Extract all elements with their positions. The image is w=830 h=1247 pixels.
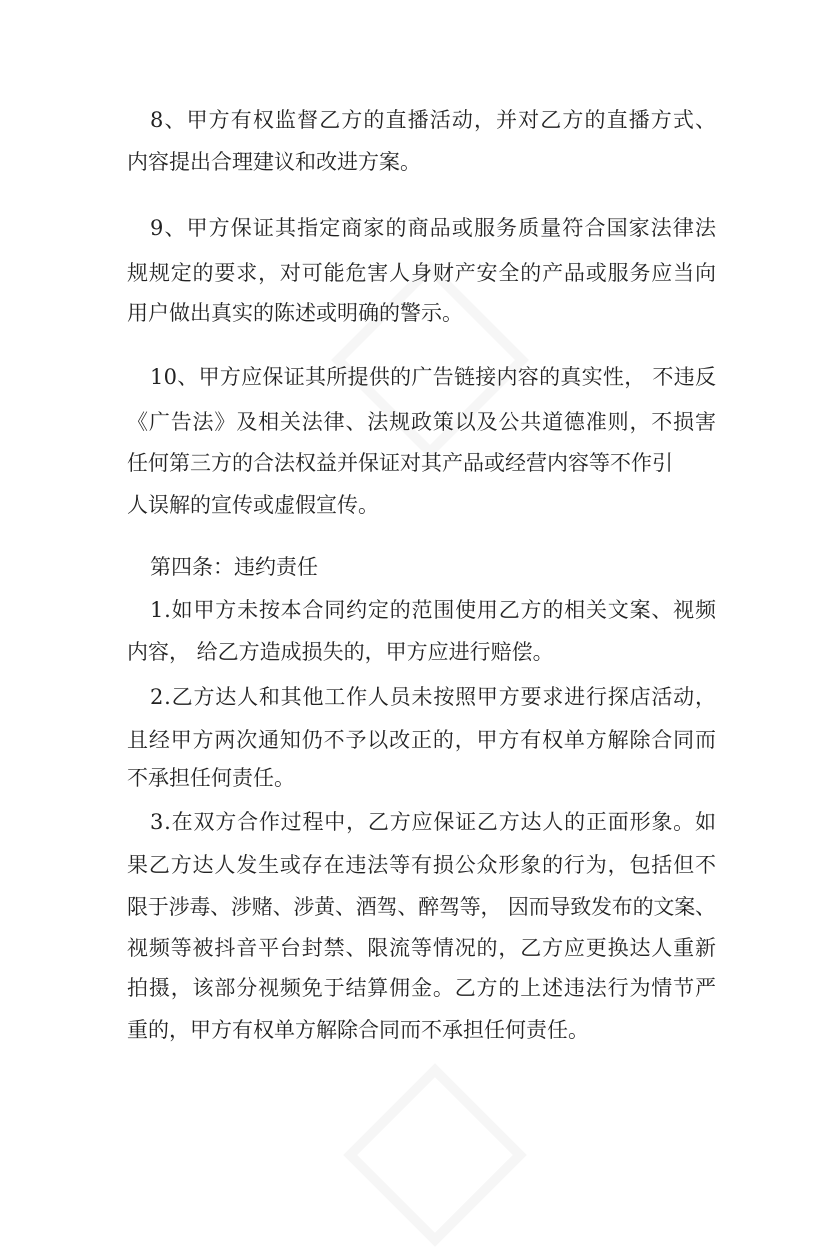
text-line: 3.在双方合作过程中，乙方应保证乙方达人的正面形象。如 (150, 810, 717, 834)
text-line: 不承担任何责任。 (127, 766, 295, 790)
text-line: 规规定的要求，对可能危害人身财产安全的产品或服务应当向 (127, 261, 717, 285)
text-line: 内容， 给乙方造成损失的，甲方应进行赔偿。 (127, 640, 554, 664)
text-line: 内容提出合理建议和改进方案。 (127, 150, 421, 174)
text-line: 限于涉毒、涉赌、涉黄、酒驾、醉驾等， 因而导致发布的文案、 (127, 895, 716, 919)
watermark-logo (343, 1063, 527, 1247)
text-line: 10、甲方应保证其所提供的广告链接内容的真实性， 不违反 (150, 365, 717, 389)
text-line: 1.如甲方未按本合同约定的范围使用乙方的相关文案、视频 (150, 598, 717, 622)
text-line: 2.乙方达人和其他工作人员未按照甲方要求进行探店活动， (150, 685, 717, 709)
text-line: 任何第三方的合法权益并保证对其产品或经营内容等不作引 (127, 451, 673, 475)
text-line: 重的，甲方有权单方解除合同而不承担任何责任。 (127, 1018, 589, 1042)
text-line: 拍摄，该部分视频免于结算佣金。乙方的上述违法行为情节严 (127, 976, 717, 1000)
text-line: 9、甲方保证其指定商家的商品或服务质量符合国家法律法 (150, 216, 718, 240)
text-line: 果乙方达人发生或存在违法等有损公众形象的行为，包括但不 (127, 853, 717, 877)
text-line: 8、甲方有权监督乙方的直播活动，并对乙方的直播方式、 (150, 108, 718, 132)
text-line: 《广告法》及相关法律、法规政策以及公共道德准则，不损害 (127, 410, 717, 434)
text-line: 且经甲方两次通知仍不予以改正的，甲方有权单方解除合同而 (127, 728, 717, 752)
text-line: 人误解的宣传或虚假宣传。 (127, 493, 379, 517)
text-line: 用户做出真实的陈述或明确的警示。 (127, 301, 463, 325)
text-line: 第四条：违约责任 (150, 555, 318, 579)
text-line: 视频等被抖音平台封禁、限流等情况的，乙方应更换达人重新 (127, 936, 717, 960)
